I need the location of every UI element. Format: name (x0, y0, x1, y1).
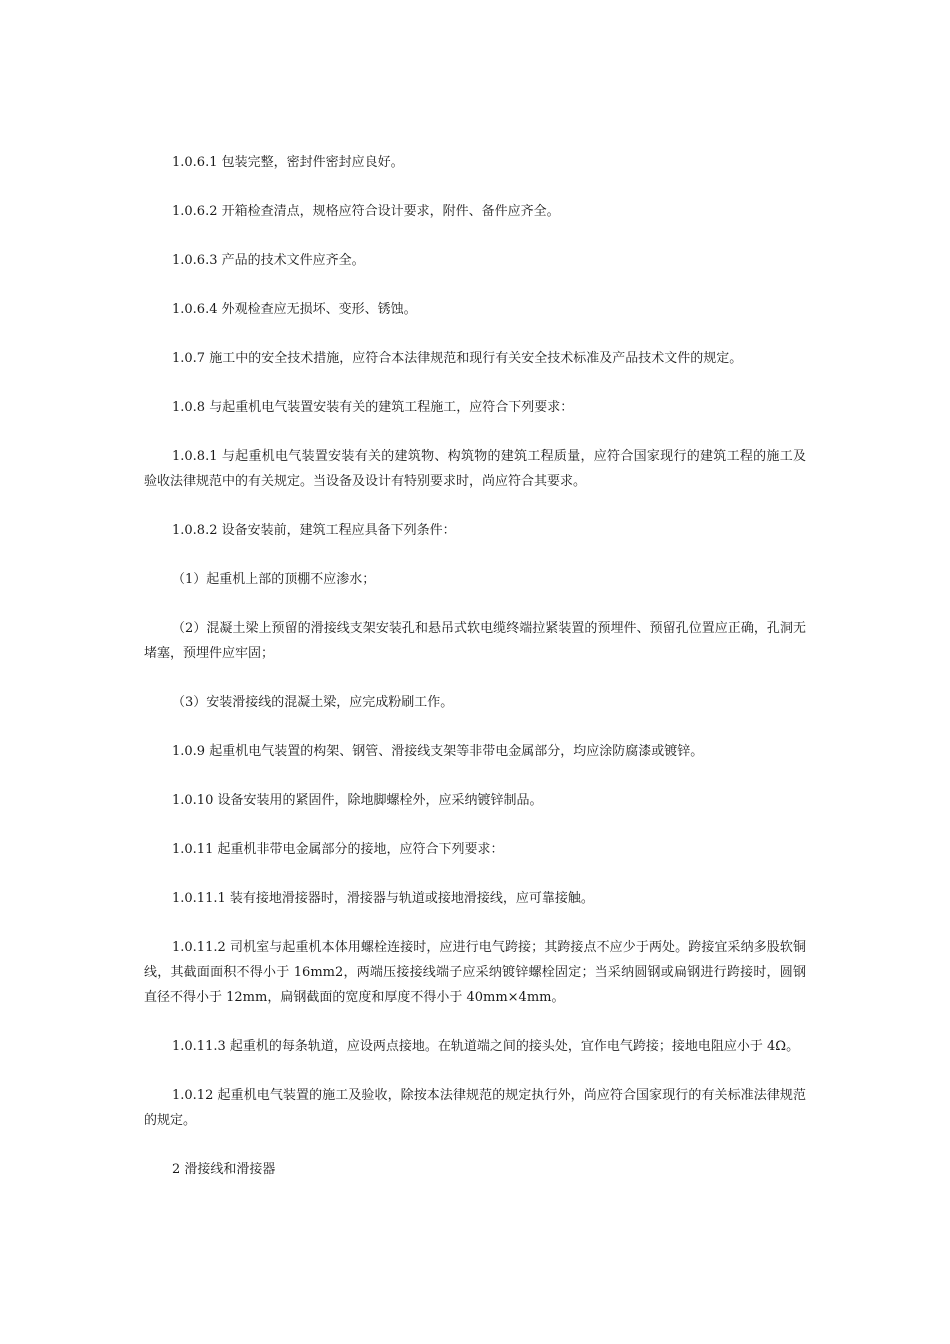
condition-item-3: （3）安装滑接线的混凝土梁，应完成粉刷工作。 (172, 695, 454, 710)
clause-1-0-6-1: 1.0.6.1 包装完整，密封件密封应良好。 (172, 155, 404, 170)
clause-1-0-11: 1.0.11 起重机非带电金属部分的接地，应符合下列要求： (172, 842, 504, 857)
clause-1-0-8-2: 1.0.8.2 设备安装前，建筑工程应具备下列条件： (172, 523, 456, 538)
clause-1-0-6-4: 1.0.6.4 外观检查应无损坏、变形、锈蚀。 (172, 302, 417, 317)
clause-1-0-6-3: 1.0.6.3 产品的技术文件应齐全。 (172, 253, 365, 268)
clause-1-0-11-3: 1.0.11.3 起重机的每条轨道，应设两点接地。在轨道端之间的接头处，宜作电气跨接；接地电阻应小于 4Ω。 (172, 1039, 800, 1054)
section-heading-2: 2 滑接线和滑接器 (172, 1162, 276, 1177)
clause-1-0-9: 1.0.9 起重机电气装置的构架、钢管、滑接线支架等非带电金属部分，均应涂防腐漆或镀锌。 (172, 744, 704, 759)
clause-1-0-7: 1.0.7 施工中的安全技术措施，应符合本法律规范和现行有关安全技术标准及产品技术文件的规定。 (172, 351, 743, 366)
clause-1-0-6-2: 1.0.6.2 开箱检查清点，规格应符合设计要求，附件、备件应齐全。 (172, 204, 560, 219)
clause-1-0-11-2: 1.0.11.2 司机室与起重机本体用螺栓连接时，应进行电气跨接；其跨接点不应少于两处。跨接宜采纳多股软铜线，其截面面积不得小于 16mm2，两端压接接线端子应采纳镀锌螺栓固定；当采纳圆钢或扁钢进行跨接时，圆钢直径不得小于 12mm，扁钢截面的宽度和厚度不得小于 40mm×4mm。 (144, 940, 806, 1005)
clause-1-0-11-1: 1.0.11.1 装有接地滑接器时，滑接器与轨道或接地滑接线，应可靠接触。 (172, 891, 594, 906)
clause-1-0-12: 1.0.12 起重机电气装置的施工及验收，除按本法律规范的规定执行外，尚应符合国家现行的有关标准法律规范的规定。 (144, 1088, 806, 1128)
clause-1-0-10: 1.0.10 设备安装用的紧固件，除地脚螺栓外，应采纳镀锌制品。 (172, 793, 543, 808)
condition-item-1: （1）起重机上部的顶棚不应渗水； (172, 572, 376, 587)
document-body (144, 150, 806, 1182)
condition-item-2: （2）混凝土梁上预留的滑接线支架安装孔和悬吊式软电缆终端拉紧装置的预埋件、预留孔位置应正确，孔洞无堵塞，预埋件应牢固； (144, 621, 806, 661)
clause-1-0-8-1: 1.0.8.1 与起重机电气装置安装有关的建筑物、构筑物的建筑工程质量，应符合国家现行的建筑工程的施工及验收法律规范中的有关规定。当设备及设计有特别要求时，尚应符合其要求。 (144, 449, 806, 489)
clause-1-0-8: 1.0.8 与起重机电气装置安装有关的建筑工程施工，应符合下列要求： (172, 400, 574, 415)
